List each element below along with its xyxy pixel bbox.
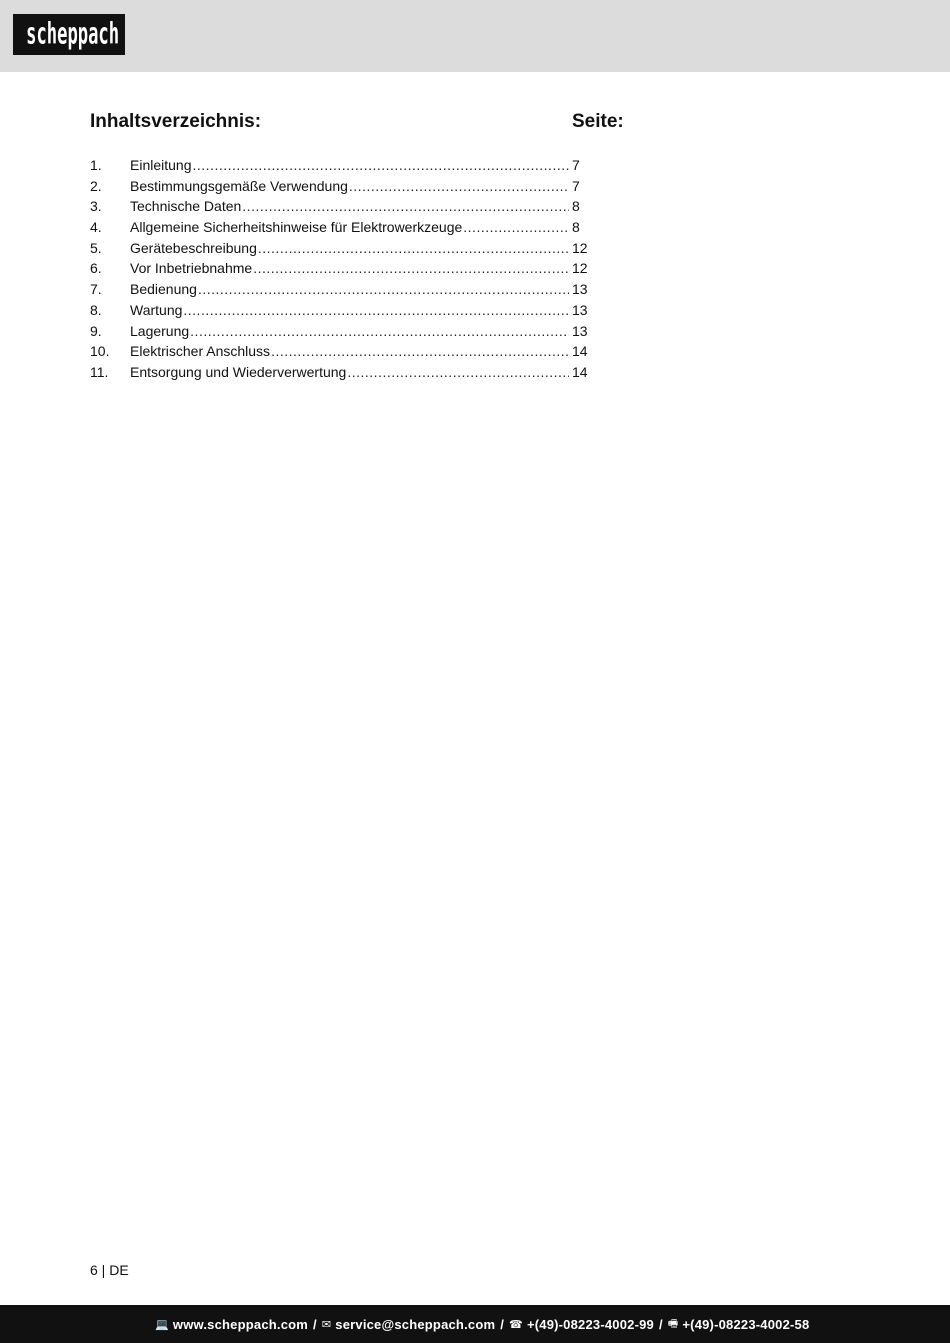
toc-entry[interactable]: [90, 323, 590, 344]
toc-entry[interactable]: [90, 281, 590, 302]
toc-entry-label: Elektrischer Anschluss: [130, 343, 271, 360]
toc-entry[interactable]: [90, 260, 590, 281]
toc-dot-leader: [349, 178, 569, 194]
toc-dot-leader: [198, 281, 569, 297]
toc-dot-leader: [258, 240, 569, 256]
fax-number: +(49)-08223-4002-58: [682, 1316, 810, 1332]
toc-entry-label: Wartung: [130, 301, 183, 318]
toc-entry-number: 10.: [90, 343, 110, 360]
toc-entry-label: Allgemeine Sicherheitshinweise für Elektrowerkzeuge: [130, 219, 463, 236]
toc-entry-page: 12: [572, 260, 588, 277]
page-number: 6 | DE: [90, 1262, 129, 1278]
toc-entry-label: Bedienung: [130, 281, 197, 298]
toc-entry-number: 11.: [90, 363, 109, 380]
toc-dot-leader: [253, 260, 569, 276]
toc-entry-label: Lagerung: [130, 322, 190, 339]
toc-entry-page: 7: [572, 177, 580, 194]
table-of-contents: [90, 157, 590, 385]
separator: /: [658, 1316, 663, 1332]
toc-entry-label: Vor Inbetriebnahme: [130, 260, 253, 277]
toc-entry[interactable]: [90, 240, 590, 261]
email-icon: ✉: [321, 1318, 332, 1331]
toc-dot-leader: [190, 323, 569, 339]
toc-entry-number: 8.: [90, 301, 102, 318]
toc-entry[interactable]: [90, 302, 590, 323]
toc-entry-number: 3.: [90, 198, 102, 215]
toc-entry-page: 13: [572, 281, 588, 298]
website-link[interactable]: www.scheppach.com: [172, 1316, 309, 1332]
header-band: [0, 0, 950, 72]
toc-entry-page: 14: [572, 343, 588, 360]
toc-entry-label: Entsorgung und Wiederverwertung: [130, 363, 347, 380]
toc-entry-label: Gerätebeschreibung: [130, 239, 257, 256]
toc-entry[interactable]: [90, 364, 590, 385]
toc-entry-number: 6.: [90, 260, 102, 277]
toc-page-heading: Seite:: [572, 111, 624, 132]
toc-entry-label: Technische Daten: [130, 198, 242, 215]
toc-entry-page: 12: [572, 239, 588, 256]
fax-icon: 🖷: [667, 1317, 679, 1330]
toc-entry[interactable]: [90, 198, 590, 219]
toc-entry[interactable]: [90, 178, 590, 199]
email-link[interactable]: service@scheppach.com: [335, 1316, 496, 1332]
toc-dot-leader: [242, 198, 569, 214]
toc-entry[interactable]: [90, 219, 590, 240]
toc-entry-page: 8: [572, 198, 580, 215]
toc-dot-leader: [271, 343, 569, 359]
toc-entry-page: 13: [572, 322, 588, 339]
computer-icon: 💻: [155, 1318, 169, 1331]
toc-dot-leader: [193, 157, 570, 173]
toc-entry-number: 7.: [90, 281, 102, 298]
scheppach-logo: scheppach: [13, 14, 125, 55]
phone-icon: ☎: [509, 1318, 523, 1331]
toc-dot-leader: [183, 302, 569, 318]
toc-entry-number: 1.: [90, 157, 102, 173]
toc-entry-number: 9.: [90, 322, 102, 339]
toc-dot-leader: [347, 364, 569, 380]
toc-entry-number: 2.: [90, 177, 102, 194]
toc-entry[interactable]: [90, 157, 590, 178]
toc-entry-page: 14: [572, 363, 588, 380]
phone-number[interactable]: +(49)-08223-4002-99: [526, 1316, 654, 1332]
toc-entry-page: 7: [572, 157, 580, 173]
toc-entry-label: Einleitung: [130, 157, 192, 173]
toc-entry[interactable]: [90, 343, 590, 364]
toc-entry-number: 4.: [90, 219, 102, 236]
separator: /: [313, 1316, 317, 1332]
separator: /: [500, 1316, 505, 1332]
contact-bar: [0, 1305, 950, 1343]
toc-entry-label: Bestimmungsgemäße Verwendung: [130, 177, 348, 194]
toc-dot-leader: [463, 219, 569, 235]
toc-title: Inhaltsverzeichnis:: [90, 111, 262, 132]
toc-entry-page: 8: [572, 219, 580, 236]
toc-entry-number: 5.: [90, 239, 102, 256]
toc-entry-page: 13: [572, 301, 588, 318]
